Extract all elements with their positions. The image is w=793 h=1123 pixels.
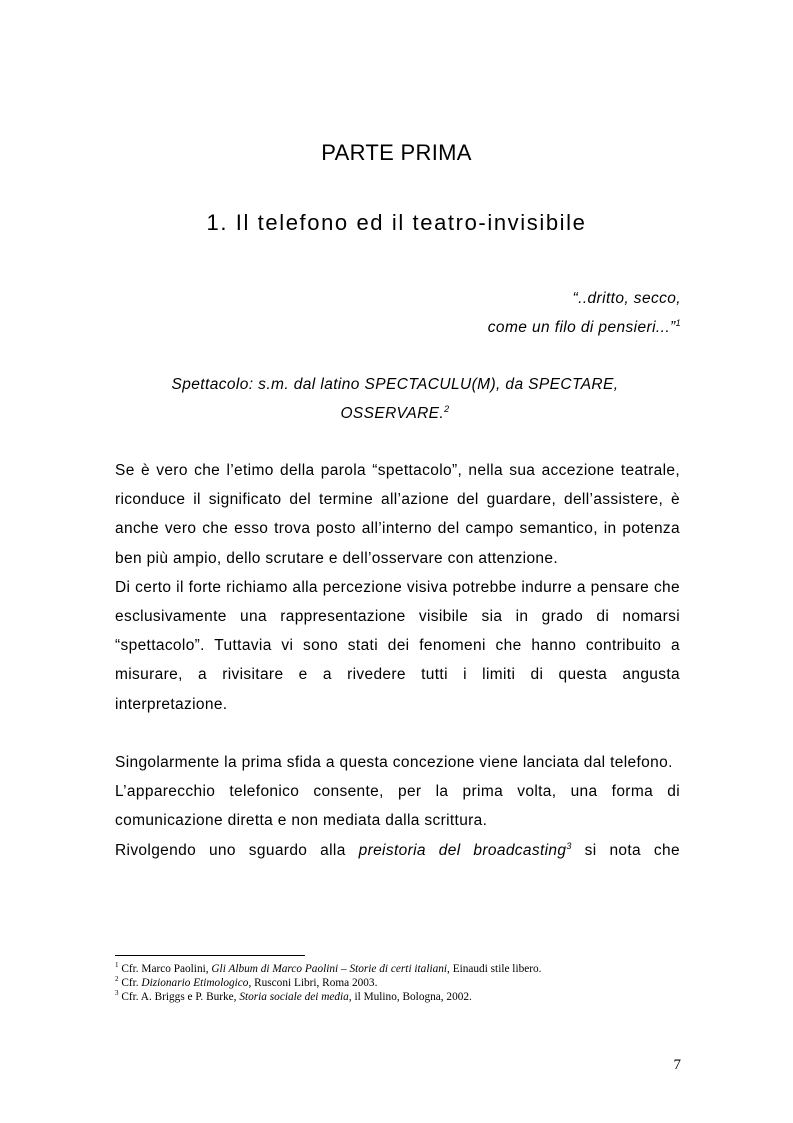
paragraph-5 — [115, 836, 680, 865]
chapter-title: 1. Il telefono ed il teatro-invisibile — [206, 210, 587, 235]
footnote-3-title: Storia sociale dei media — [239, 991, 349, 1003]
footnote-2-title: Dizionario Etimologico — [141, 977, 249, 989]
part-title: PARTE PRIMA — [321, 140, 472, 165]
page-number: 7 — [673, 1057, 681, 1073]
footnote-1-title: Gli Album di Marco Paolini – Storie di certi italiani — [211, 963, 448, 975]
footnote-1 — [115, 962, 695, 976]
footnote-ref-1: 1 — [675, 317, 681, 328]
footnote-3-number: 3 — [115, 989, 119, 998]
paragraph-3: Singolarmente la prima sfida a questa concezione viene lanciata dal telefono. — [115, 754, 673, 772]
footnote-3-post: , il Mulino, Bologna, 2002. — [348, 991, 472, 1003]
epigraph-line-1: “..dritto, secco, — [572, 290, 681, 307]
footnote-2 — [115, 976, 695, 990]
epigraph-quote — [488, 284, 681, 342]
footnote-2-number: 2 — [115, 975, 119, 984]
footnote-1-pre: Cfr. Marco Paolini, — [121, 963, 212, 975]
definition-line-1: Spettacolo: s.m. dal latino SPECTACULU(M), da SPECTARE, — [171, 376, 619, 393]
paragraph-5-end: si nota che — [571, 841, 680, 859]
paragraph-4: L’apparecchio telefonico consente, per la prima volta, una forma di comunicazione diretta e non mediata dalla scrittura. — [115, 783, 680, 830]
footnote-1-number: 1 — [115, 961, 119, 970]
paragraph-1: Se è vero che l’etimo della parola “spettacolo”, nella sua accezione teatrale, riconduce il significato del termine all’azione del guardare, dell’assistere, è anche vero che esso trova posto all’interno del campo semantico, in potenza ben più ampio, dello scrutare e dell’osservare con attenzione. — [115, 462, 680, 567]
footnote-separator — [115, 955, 305, 956]
body-text — [115, 456, 680, 865]
footnote-1-post: , Einaudi stile libero. — [447, 963, 542, 975]
paragraph-2: Di certo il forte richiamo alla percezione visiva potrebbe indurre a pensare che esclusivamente una rappresentazione visibile sia in grado di nomarsi “spettacolo”. Tuttavia vi sono stati dei fenomeni che hanno contribuito a misurare, a rivisitare e a rivedere tutti i limiti di questa angusta interpretazione. — [115, 578, 680, 713]
paragraph-spacer — [115, 719, 680, 748]
footnote-3 — [115, 990, 695, 1004]
definition-spettacolo — [140, 370, 650, 428]
paragraph-5-italic: preistoria del broadcasting — [358, 841, 567, 859]
epigraph-line-2-text: come un filo di pensieri...” — [487, 319, 676, 336]
definition-line-2-text: OSSERVARE. — [340, 405, 445, 422]
paragraph-5-start: Rivolgendo uno sguardo alla — [115, 841, 359, 859]
footnotes — [115, 962, 695, 1004]
footnote-ref-3: 3 — [566, 840, 572, 851]
epigraph-line-2 — [488, 313, 681, 342]
footnote-3-pre: Cfr. A. Briggs e P. Burke, — [121, 991, 240, 1003]
definition-line-2 — [140, 399, 650, 428]
footnote-2-pre: Cfr. — [121, 977, 142, 989]
footnote-2-post: , Rusconi Libri, Roma 2003. — [248, 977, 378, 989]
footnote-ref-2: 2 — [444, 403, 450, 414]
